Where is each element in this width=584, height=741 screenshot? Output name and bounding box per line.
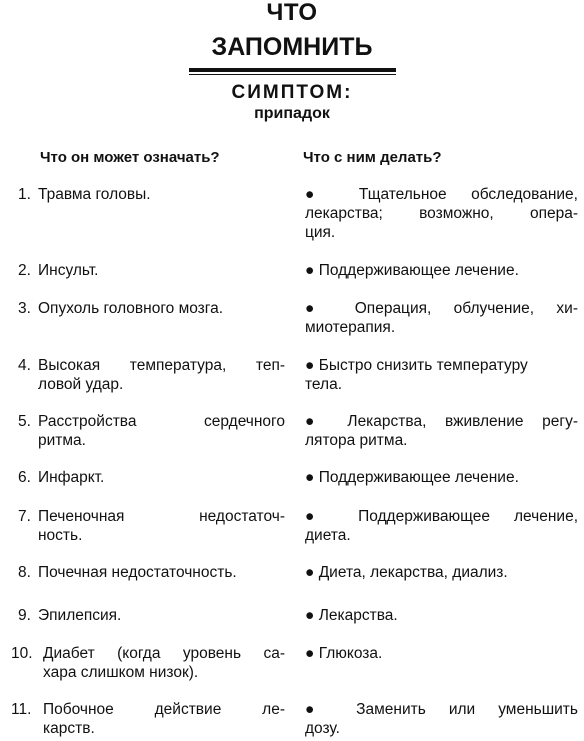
row-number: 10. bbox=[11, 645, 33, 662]
action-line bbox=[305, 261, 578, 280]
cause-text bbox=[38, 507, 285, 545]
cause-line: Инсульт. bbox=[38, 262, 99, 279]
action-line: лекарства; возможно, опера- bbox=[305, 205, 578, 222]
cause-line: карств. bbox=[43, 720, 95, 737]
symptom-name: припадок bbox=[254, 105, 330, 122]
action-line bbox=[305, 185, 578, 204]
action-line bbox=[305, 563, 578, 582]
action-line: диета. bbox=[305, 527, 351, 544]
action-cell bbox=[305, 185, 578, 242]
action-cell bbox=[305, 606, 578, 625]
cause-line: хара слишком низок). bbox=[43, 664, 199, 681]
action-cell bbox=[305, 261, 578, 280]
cause-text bbox=[38, 468, 285, 487]
cause-line: Расстройства сердечного bbox=[38, 413, 285, 430]
title-rule-thin bbox=[189, 74, 396, 75]
bullet-icon: ● bbox=[305, 701, 334, 718]
cause-line: Побочное действие ле- bbox=[43, 701, 285, 718]
action-line: ция. bbox=[305, 224, 336, 241]
row-number: 7. bbox=[18, 508, 31, 525]
action-line-text: Тщательное обследование, bbox=[358, 186, 578, 203]
column-header-actions: Что с ним делать? bbox=[303, 149, 442, 166]
cause-text bbox=[43, 700, 285, 738]
action-cell bbox=[305, 507, 578, 545]
action-line-text: Диета, лекарства, диализ. bbox=[318, 564, 508, 581]
cause-text bbox=[38, 299, 285, 318]
action-line-text: Поддерживающее лечение, bbox=[358, 508, 578, 525]
row-number: 11. bbox=[11, 701, 32, 718]
page-title: ЗАПОМНИТЬ bbox=[211, 33, 373, 61]
cause-line: Инфаркт. bbox=[38, 469, 105, 486]
action-line-text: Заменить или уменьшить bbox=[356, 701, 578, 718]
row-number: 4. bbox=[18, 357, 31, 374]
row-number: 3. bbox=[18, 300, 31, 317]
action-line-text: Поддерживающее лечение. bbox=[318, 262, 519, 279]
action-cell bbox=[305, 700, 578, 738]
bullet-icon: ● bbox=[305, 186, 335, 203]
bullet-icon: ● bbox=[305, 607, 315, 624]
action-cell bbox=[305, 468, 578, 487]
action-line bbox=[305, 606, 578, 625]
action-line bbox=[305, 356, 578, 375]
cause-line: Печеночная недостаточ- bbox=[38, 508, 285, 525]
action-line-text: Быстро снизить температуру bbox=[318, 357, 528, 374]
cause-text bbox=[38, 563, 285, 582]
cause-text bbox=[38, 185, 285, 204]
action-line: миотерапия. bbox=[305, 319, 396, 336]
heading-top: ЧТО bbox=[266, 0, 318, 26]
row-number: 2. bbox=[18, 262, 31, 279]
row-number: 5. bbox=[18, 413, 31, 430]
action-cell bbox=[305, 563, 578, 582]
cause-text bbox=[38, 261, 285, 280]
cause-line: ритма. bbox=[38, 432, 86, 449]
bullet-icon: ● bbox=[305, 469, 315, 486]
cause-line: Высокая температура, теп- bbox=[38, 357, 285, 374]
cause-line: Почечная недостаточность. bbox=[38, 564, 237, 581]
row-number: 8. bbox=[18, 564, 31, 581]
row-number: 6. bbox=[18, 469, 31, 486]
action-line: дозу. bbox=[305, 720, 340, 737]
bullet-icon: ● bbox=[305, 357, 315, 374]
action-cell bbox=[305, 299, 578, 337]
action-cell bbox=[305, 412, 578, 450]
symptom-label: СИМПТОМ: bbox=[231, 82, 353, 103]
cause-text bbox=[38, 606, 285, 625]
action-line-text: Глюкоза. bbox=[318, 645, 383, 662]
row-number: 1. bbox=[18, 186, 31, 203]
cause-line: ловой удар. bbox=[38, 376, 124, 393]
bullet-icon: ● bbox=[305, 413, 329, 430]
action-line bbox=[305, 412, 578, 431]
row-number: 9. bbox=[18, 607, 31, 624]
cause-line: ность. bbox=[38, 527, 83, 544]
action-cell bbox=[305, 644, 578, 663]
action-line: тела. bbox=[305, 376, 343, 393]
title-rule-thick bbox=[189, 68, 396, 72]
cause-text bbox=[43, 644, 285, 682]
cause-line: Эпилепсия. bbox=[38, 607, 122, 624]
action-line-text: Лекарства, вживление регу- bbox=[347, 413, 578, 430]
bullet-icon: ● bbox=[305, 564, 315, 581]
action-line bbox=[305, 644, 578, 663]
bullet-icon: ● bbox=[305, 300, 333, 317]
action-line: лятора ритма. bbox=[305, 432, 408, 449]
action-line bbox=[305, 468, 578, 487]
cause-line: Диабет (когда уровень са- bbox=[43, 645, 285, 662]
bullet-icon: ● bbox=[305, 262, 315, 279]
action-line-text: Поддерживающее лечение. bbox=[318, 469, 519, 486]
action-cell bbox=[305, 356, 578, 394]
cause-text bbox=[38, 356, 285, 394]
bullet-icon: ● bbox=[305, 645, 315, 662]
cause-text bbox=[38, 412, 285, 450]
action-line bbox=[305, 507, 578, 526]
action-line-text: Лекарства. bbox=[318, 607, 398, 624]
action-line bbox=[305, 299, 578, 318]
cause-line: Опухоль головного мозга. bbox=[38, 300, 224, 317]
bullet-icon: ● bbox=[305, 508, 335, 525]
column-header-causes: Что он может означать? bbox=[40, 149, 220, 166]
action-line bbox=[305, 700, 578, 719]
action-line-text: Операция, облучение, хи- bbox=[354, 300, 578, 317]
cause-line: Травма головы. bbox=[38, 186, 151, 203]
